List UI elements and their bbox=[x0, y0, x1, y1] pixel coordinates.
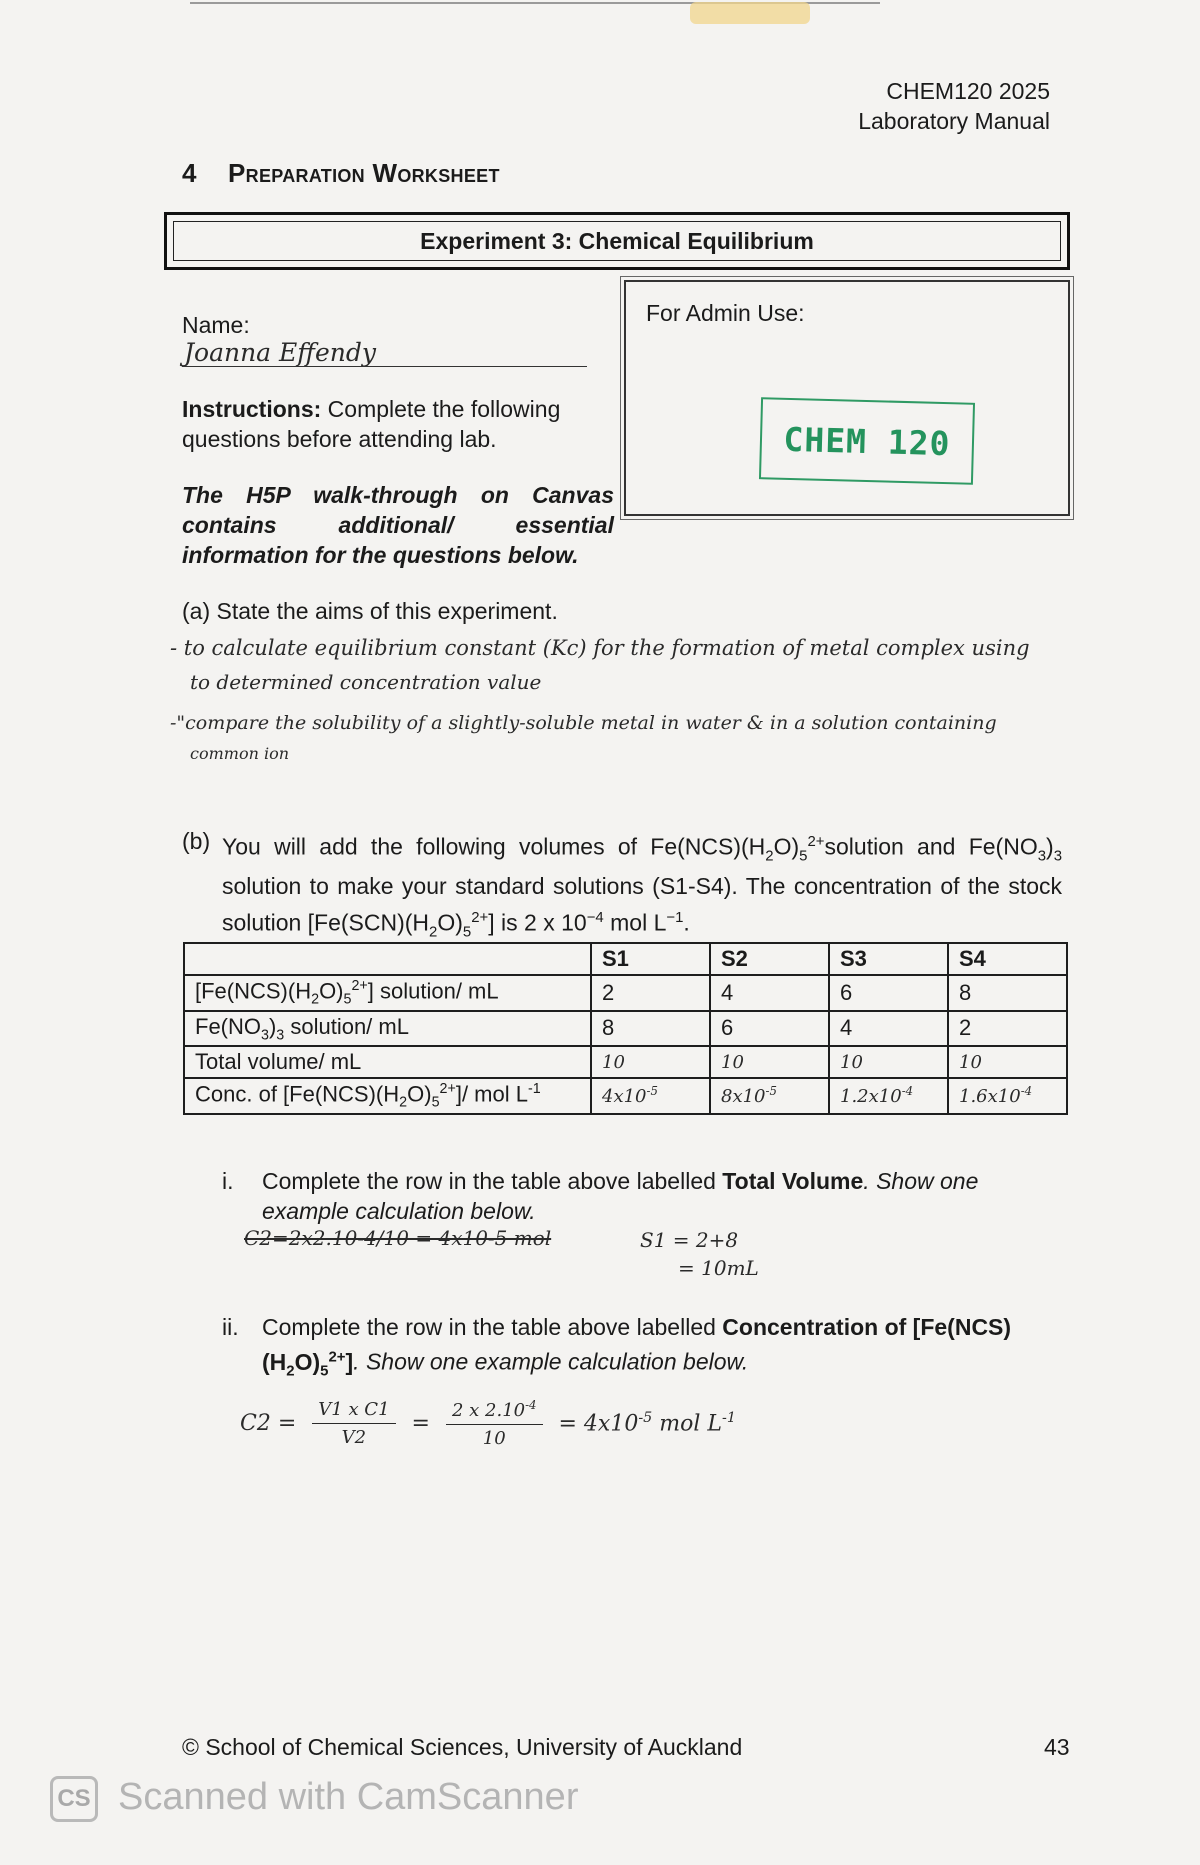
eq-denominator: 10 bbox=[482, 1428, 506, 1449]
eq-unit: mol L bbox=[659, 1411, 723, 1437]
aim-answer-1b: to determined concentration value bbox=[190, 670, 542, 694]
name-value: Joanna Effendy bbox=[184, 338, 377, 367]
name-underline bbox=[182, 366, 587, 367]
question-i bbox=[222, 1166, 1070, 1226]
qb-part: mol L bbox=[603, 909, 667, 936]
value-mantissa: 4x10 bbox=[602, 1086, 647, 1108]
experiment-title: Experiment 3: Chemical Equilibrium bbox=[173, 221, 1061, 261]
eq-numerator: V1 x C1 bbox=[312, 1399, 395, 1424]
instructions bbox=[182, 394, 607, 454]
question-ii bbox=[222, 1312, 1070, 1386]
page-header bbox=[858, 76, 1050, 136]
question-b-letter: (b) bbox=[182, 828, 211, 854]
label-part: O) bbox=[407, 1081, 432, 1107]
label-part: ]/ mol L bbox=[455, 1081, 528, 1107]
question-ii-text bbox=[262, 1312, 1070, 1386]
page-number: 43 bbox=[1044, 1734, 1070, 1760]
table-cell: 8 bbox=[948, 975, 1067, 1011]
aim-answer-1: - to calculate equilibrium constant (Kc) for the formation of metal complex using bbox=[170, 636, 1030, 660]
table-cell: 4 bbox=[710, 975, 829, 1011]
table-row bbox=[184, 975, 1067, 1011]
label-part: ) bbox=[268, 1013, 277, 1039]
row-label bbox=[184, 975, 591, 1011]
qb-sub: 2 bbox=[429, 923, 438, 941]
label-sup: 2+ bbox=[351, 978, 368, 994]
eq-fraction-1 bbox=[312, 1399, 395, 1448]
eq-numerator bbox=[446, 1398, 543, 1425]
table-header-row bbox=[184, 943, 1067, 975]
table-cell: 6 bbox=[710, 1011, 829, 1046]
chem120-stamp: CHEM 120 bbox=[759, 397, 975, 485]
manual-title: Laboratory Manual bbox=[858, 108, 1050, 134]
h5p-note: The H5P walk-through on Canvas contains additional/ essential information for the questions below. bbox=[182, 482, 614, 568]
label-sub: 5 bbox=[431, 1094, 440, 1111]
table-cell bbox=[829, 1078, 948, 1114]
table-cell: 10 bbox=[710, 1046, 829, 1078]
table-cell: 2 bbox=[591, 975, 710, 1011]
qi-italic: . Show one example calculation below. bbox=[262, 1168, 979, 1224]
footer-copyright: © School of Chemical Sciences, University of Auckland bbox=[182, 1734, 743, 1760]
table-cell: 8 bbox=[591, 1011, 710, 1046]
table-cell bbox=[591, 1078, 710, 1114]
qb-part: O) bbox=[437, 909, 463, 936]
instructions-bold: Instructions: bbox=[182, 396, 322, 422]
concentration-calculation bbox=[240, 1398, 736, 1449]
instructions-text: Complete the following questions before attending lab. bbox=[182, 396, 561, 452]
label-part: Fe(NO bbox=[195, 1013, 261, 1039]
label-sub: 5 bbox=[343, 991, 352, 1008]
aim-answer-2b: common ion bbox=[190, 744, 290, 763]
calc-line: S1 = 2+8 bbox=[640, 1228, 739, 1252]
value-exponent: -4 bbox=[1020, 1084, 1033, 1099]
qi-bold: Total Volume bbox=[722, 1168, 864, 1194]
row-label bbox=[184, 1078, 591, 1114]
column-header: S1 bbox=[591, 943, 710, 975]
qb-sub: 5 bbox=[462, 923, 472, 941]
label-part: solution/ mL bbox=[284, 1013, 409, 1039]
label-part: O) bbox=[319, 978, 344, 1004]
value-exponent: -5 bbox=[765, 1084, 777, 1099]
qb-sub: 3 bbox=[1037, 847, 1047, 865]
table-cell: 6 bbox=[829, 975, 948, 1011]
qb-part: You will add the following volumes of Fe(NCS)(H bbox=[222, 833, 766, 860]
qii-sup: 2+ bbox=[328, 1348, 346, 1365]
camscanner-watermark: Scanned with CamScanner bbox=[118, 1776, 579, 1818]
eq-exp: -5 bbox=[638, 1410, 653, 1427]
qb-part: solution to make your standard solutions (S1-S4). The concentration of the stock solution [Fe(SCN)(H bbox=[222, 873, 1062, 936]
calc-line: = 10mL bbox=[678, 1256, 759, 1280]
label-part: [Fe(NCS)(H bbox=[195, 978, 312, 1004]
label-sup: -1 bbox=[527, 1081, 541, 1098]
table-cell: 10 bbox=[591, 1046, 710, 1078]
qb-sub: 2 bbox=[765, 847, 774, 865]
qii-bold-part: ] bbox=[345, 1348, 354, 1375]
label-part: ] solution/ mL bbox=[367, 978, 499, 1004]
qb-sup: 2+ bbox=[807, 833, 825, 850]
aim-answer-2: -"compare the solubility of a slightly-soluble metal in water & in a solution containing bbox=[170, 712, 997, 734]
section-title: Preparation Worksheet bbox=[228, 158, 500, 188]
value-mantissa: 8x10 bbox=[721, 1086, 766, 1108]
qii-italic: . Show one example calculation below. bbox=[353, 1348, 749, 1375]
question-a-label: (a) State the aims of this experiment. bbox=[182, 598, 558, 624]
table-cell: 2 bbox=[948, 1011, 1067, 1046]
eq-denominator: V2 bbox=[341, 1427, 367, 1448]
table-cell bbox=[948, 1078, 1067, 1114]
eq-lhs: C2 = bbox=[240, 1411, 297, 1436]
question-i-text bbox=[262, 1166, 1070, 1226]
qb-part: ) bbox=[1046, 833, 1054, 860]
eq-equals: = bbox=[411, 1411, 430, 1436]
label-sub: 2 bbox=[311, 991, 320, 1008]
value-exponent: -4 bbox=[901, 1084, 914, 1099]
value-mantissa: 1.2x10 bbox=[840, 1086, 902, 1108]
qii-part: Complete the row in the table above labelled bbox=[262, 1314, 723, 1340]
label-sub: 2 bbox=[399, 1094, 408, 1111]
qb-part: solution and Fe(NO bbox=[824, 833, 1038, 860]
table-cell bbox=[710, 1078, 829, 1114]
qb-sup: 2+ bbox=[471, 909, 489, 927]
eq-result bbox=[559, 1410, 736, 1436]
course-code: CHEM120 2025 bbox=[886, 78, 1050, 104]
row-label: Total volume/ mL bbox=[184, 1046, 591, 1078]
qb-part: O) bbox=[773, 833, 800, 860]
eq-result-part: = 4x10 bbox=[558, 1411, 639, 1437]
table-row bbox=[184, 1011, 1067, 1046]
standard-solutions-table bbox=[183, 942, 1068, 1115]
camscanner-logo-icon: CS bbox=[50, 1776, 98, 1822]
value-mantissa: 1.6x10 bbox=[959, 1086, 1021, 1108]
crossed-out-calculation: C2=2x2.10-4/10 = 4x10-5 mol bbox=[244, 1226, 552, 1250]
eq-num-part: 2 x 2.10 bbox=[451, 1400, 526, 1421]
qii-sub: 2 bbox=[286, 1362, 295, 1380]
eq-fraction-2 bbox=[446, 1398, 543, 1449]
tape-smudge bbox=[690, 2, 810, 24]
question-i-roman: i. bbox=[222, 1168, 234, 1194]
row-label bbox=[184, 1011, 591, 1046]
question-b bbox=[182, 826, 1062, 948]
column-header: S3 bbox=[829, 943, 948, 975]
label-sub: 3 bbox=[276, 1027, 285, 1044]
qb-sub: 5 bbox=[799, 847, 808, 865]
qii-bold-part: O) bbox=[294, 1348, 321, 1375]
question-ii-roman: ii. bbox=[222, 1314, 239, 1340]
qb-sup: −1 bbox=[666, 909, 684, 927]
qb-part: . bbox=[683, 909, 690, 936]
table-cell: 4 bbox=[829, 1011, 948, 1046]
label-part: Conc. of [Fe(NCS)(H bbox=[195, 1081, 400, 1107]
value-exponent: -5 bbox=[646, 1084, 658, 1099]
table-row bbox=[184, 1046, 1067, 1078]
qi-part: Complete the row in the table above labelled bbox=[262, 1168, 723, 1194]
label-sub: 3 bbox=[261, 1027, 269, 1044]
qii-sub: 5 bbox=[320, 1362, 329, 1380]
table-cell: 10 bbox=[948, 1046, 1067, 1078]
column-header: S4 bbox=[948, 943, 1067, 975]
eq-exp: -4 bbox=[525, 1398, 537, 1412]
label-sup: 2+ bbox=[439, 1081, 456, 1098]
qb-part: ] is 2 x 10 bbox=[488, 909, 587, 936]
total-volume-calculation bbox=[640, 1226, 759, 1282]
eq-exp: -1 bbox=[722, 1410, 736, 1427]
qb-sub: 3 bbox=[1053, 847, 1063, 865]
qii-bold-part: Concentration of [Fe(NCS)(H bbox=[262, 1314, 1012, 1375]
name-label: Name: bbox=[182, 312, 250, 338]
qb-sup: −4 bbox=[586, 909, 604, 927]
table-corner-cell bbox=[184, 943, 591, 975]
admin-label: For Admin Use: bbox=[646, 300, 805, 326]
question-b-text bbox=[222, 826, 1062, 948]
column-header: S2 bbox=[710, 943, 829, 975]
section-number: 4 bbox=[182, 158, 197, 188]
table-cell: 10 bbox=[829, 1046, 948, 1078]
table-row bbox=[184, 1078, 1067, 1114]
